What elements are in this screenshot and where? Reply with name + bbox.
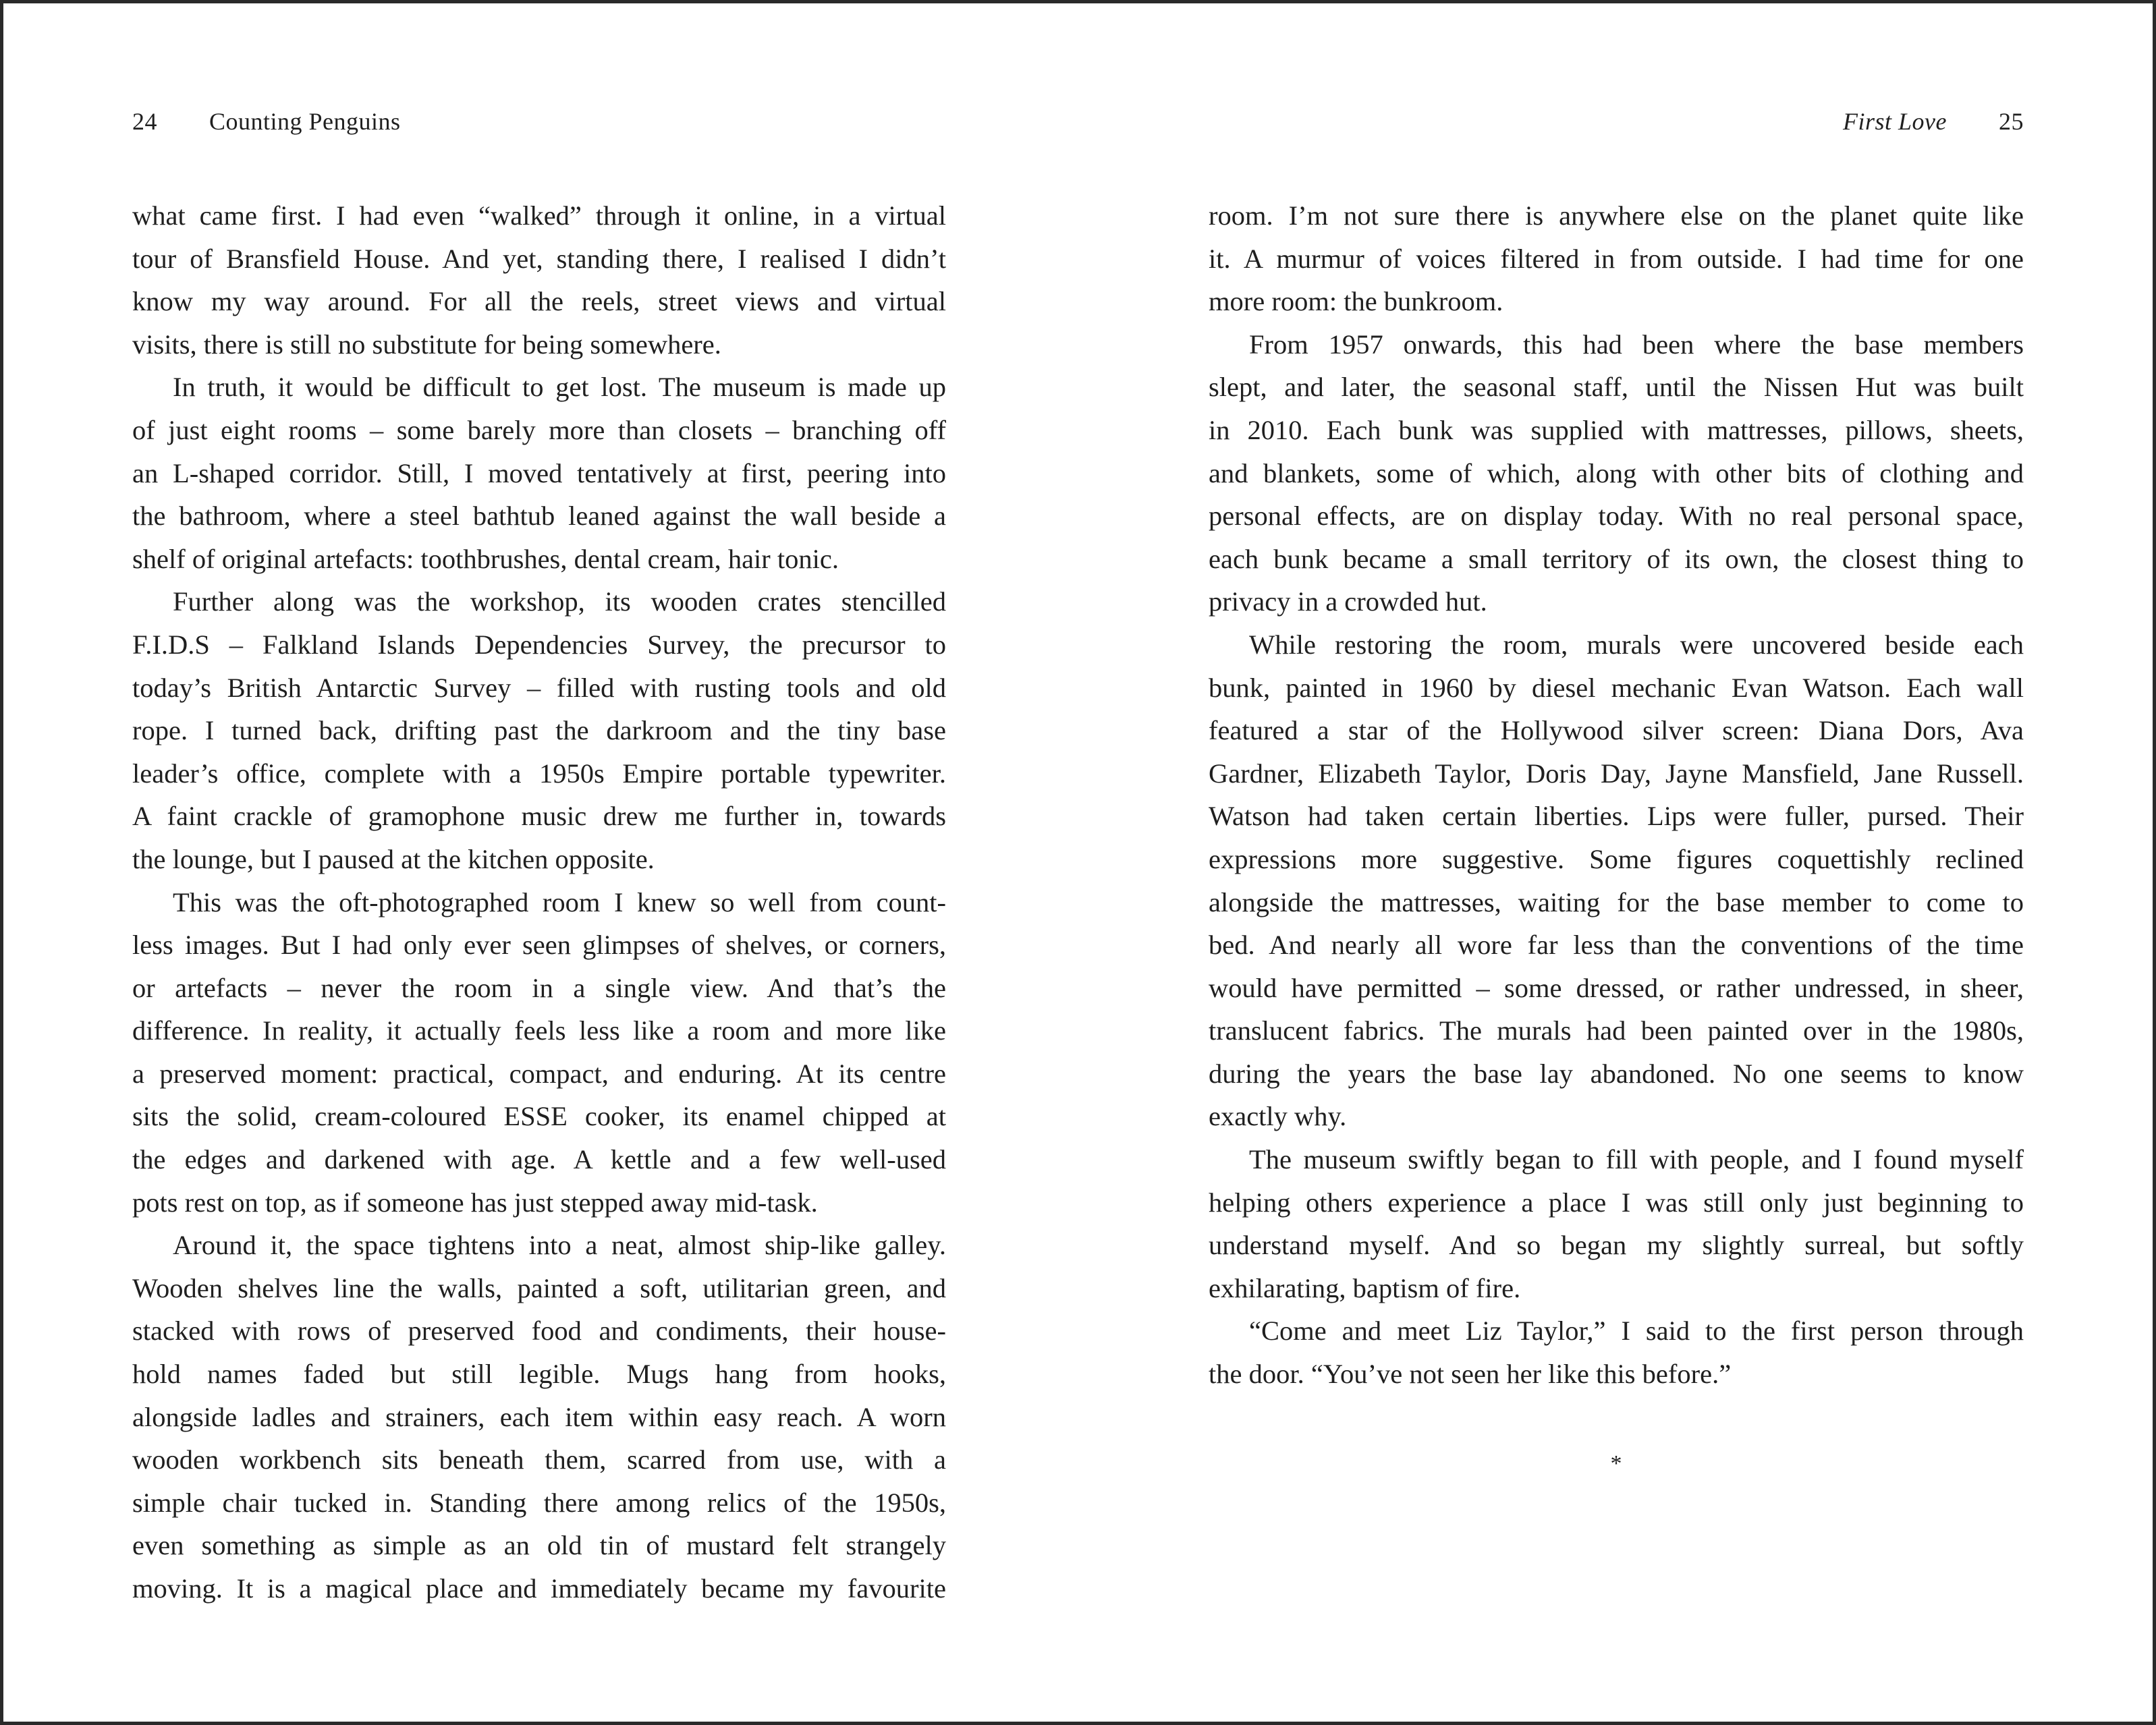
text-line: visits, there is still no substitute for being somewhere. [132,329,721,360]
text-line: slept, and later, the seasonal staff, until the Nissen Hut was built [1209,372,2024,403]
text-line: A faint crackle of gramophone music drew me further in, towards [132,801,946,832]
text-line: of just eight rooms – some barely more than closets – branching off [132,414,946,445]
text-line: exactly why. [1209,1101,1347,1132]
right-body-text [1209,194,2024,1396]
text-line: bunk, painted in 1960 by diesel mechanic Evan Watson. Each wall [1209,672,2024,703]
section-break: * [1610,1451,1622,1476]
text-line: While restoring the room, murals were uncovered beside each [1249,629,2024,660]
text-line: Watson had taken certain liberties. Lips were fuller, pursed. Their [1209,801,2024,832]
text-line: simple chair tucked in. Standing there among relics of the 1950s, [132,1487,946,1518]
text-line: shelf of original artefacts: toothbrushes, dental cream, hair tonic. [132,543,839,574]
text-line: and blankets, some of which, along with other bits of clothing and [1209,457,2024,488]
left-body-text [132,194,946,1610]
text-line: tour of Bransfield House. And yet, standing there, I realised I didn’t [132,243,946,274]
text-line: the bathroom, where a steel bathtub leaned against the wall beside a [132,501,946,532]
text-line: rope. I turned back, drifting past the darkroom and the tiny base [132,715,946,746]
chapter-title: First Love [1843,108,1947,135]
text-line: F.I.D.S – Falkland Islands Dependencies Survey, the precursor to [132,629,946,660]
text-line: Gardner, Elizabeth Taylor, Doris Day, Jayne Mansfield, Jane Russell. [1209,758,2024,789]
text-line: This was the oft-photographed room I knew so well from count- [173,886,946,917]
text-line: less images. But I had only ever seen glimpses of shelves, or corners, [132,930,946,961]
text-line: translucent fabrics. The murals had been painted over in the 1980s, [1209,1015,2024,1046]
right-page [1209,0,2024,1725]
text-line: the lounge, but I paused at the kitchen opposite. [132,843,655,874]
text-line: leader’s office, complete with a 1950s Empire portable typewriter. [132,758,946,789]
text-line: a preserved moment: practical, compact, and enduring. At its centre [132,1058,946,1089]
right-running-head [1209,101,2024,142]
text-line: in 2010. Each bunk was supplied with mattresses, pillows, sheets, [1209,414,2024,445]
text-line: what came first. I had even “walked” through it online, in a virtual [132,200,946,231]
text-line: difference. In reality, it actually feels less like a room and more like [132,1015,946,1046]
text-line: helping others experience a place I was still only just beginning to [1209,1187,2024,1218]
text-line: “Come and meet Liz Taylor,” I said to the first person through [1249,1316,2024,1347]
text-line: alongside the mattresses, waiting for the base member to come to [1209,886,2024,917]
text-line: Around it, the space tightens into a neat, almost ship-like galley. [173,1230,946,1261]
text-line: room. I’m not sure there is anywhere else on the planet quite like [1209,200,2024,231]
text-line: an L-shaped corridor. Still, I moved tentatively at first, peering into [132,457,946,488]
text-line: wooden workbench sits beneath them, scarred from use, with a [132,1444,946,1475]
text-line: the edges and darkened with age. A kettle and a few well-used [132,1144,946,1175]
text-line: From 1957 onwards, this had been where the base members [1249,329,2024,360]
text-line: moving. It is a magical place and immediately became my favourite [132,1573,946,1604]
text-line: during the years the base lay abandoned. No one seems to know [1209,1058,2024,1089]
text-line: more room: the bunkroom. [1209,286,1503,317]
text-line: each bunk became a small territory of its own, the closest thing to [1209,543,2024,574]
text-line: it. A murmur of voices filtered in from outside. I had time for one [1209,243,2024,274]
left-running-head [132,101,946,142]
text-line: alongside ladles and strainers, each item within easy reach. A worn [132,1401,946,1432]
text-line: hold names faded but still legible. Mugs hang from hooks, [132,1359,946,1390]
text-line: sits the solid, cream-coloured ESSE cooker, its enamel chipped at [132,1101,946,1132]
page-number: 25 [1999,108,2024,135]
text-line: know my way around. For all the reels, street views and virtual [132,286,946,317]
book-title: Counting Penguins [209,108,401,135]
text-line: In truth, it would be difficult to get lost. The museum is made up [173,372,946,403]
text-line: exhilarating, baptism of fire. [1209,1272,1521,1303]
text-line: or artefacts – never the room in a single view. And that’s the [132,972,946,1003]
text-line: privacy in a crowded hut. [1209,586,1487,617]
text-line: personal effects, are on display today. With no real personal space, [1209,501,2024,532]
text-line: the door. “You’ve not seen her like this before.” [1209,1359,1732,1390]
text-line: even something as simple as an old tin of mustard felt strangely [132,1530,946,1561]
text-line: expressions more suggestive. Some figures coquettishly reclined [1209,843,2024,874]
text-line: featured a star of the Hollywood silver screen: Diana Dors, Ava [1209,715,2024,746]
left-page [132,0,946,1725]
text-line: understand myself. And so began my slightly surreal, but softly [1209,1230,2024,1261]
text-line: Wooden shelves line the walls, painted a soft, utilitarian green, and [132,1272,946,1303]
text-line: stacked with rows of preserved food and condiments, their house- [132,1316,946,1347]
text-line: The museum swiftly began to fill with people, and I found myself [1249,1144,2024,1175]
text-line: pots rest on top, as if someone has just stepped away mid-task. [132,1187,818,1218]
text-line: bed. And nearly all wore far less than the conventions of the time [1209,930,2024,961]
page-number: 24 [132,108,157,135]
text-line: today’s British Antarctic Survey – filled with rusting tools and old [132,672,946,703]
text-line: would have permitted – some dressed, or rather undressed, in sheer, [1209,972,2024,1003]
text-line: Further along was the workshop, its wooden crates stencilled [173,586,946,617]
